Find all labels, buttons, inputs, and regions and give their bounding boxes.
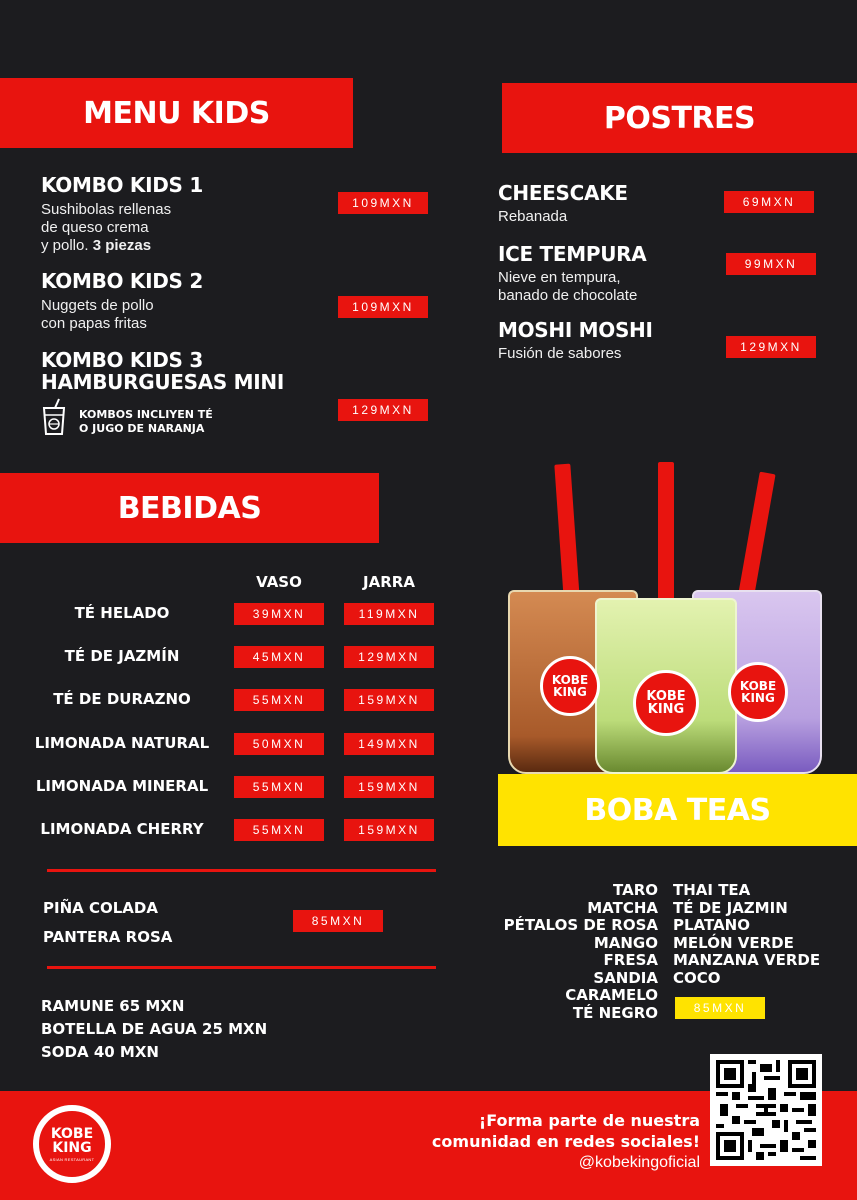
qr-code-graphic (716, 1060, 816, 1160)
desc-bold: 3 piezas (92, 237, 152, 254)
logo-subtext: ASIAN RESTAURANT (49, 1156, 95, 1162)
logo-text: KOBE (646, 689, 686, 704)
price-tag: 69MXN (724, 191, 814, 213)
flavor: MELÓN VERDE (673, 933, 794, 952)
item-title: MOSHI MOSHI (498, 318, 653, 342)
drink-name: TÉ DE DURAZNO (53, 690, 191, 708)
kombo-kids-1 (41, 174, 331, 255)
boba-cups-photo (500, 458, 830, 774)
item-desc-line: con papas fritas (41, 315, 147, 332)
col-jarra: JARRA (363, 573, 415, 591)
flavor: PLATANO (673, 916, 750, 934)
drink-name: LIMONADA MINERAL (35, 777, 209, 795)
price-jarra: 159MXN (344, 689, 434, 711)
item-desc-line: de queso crema (41, 219, 149, 236)
price-jarra: 149MXN (344, 733, 434, 755)
logo-text: KING (741, 691, 775, 705)
straw (554, 464, 579, 600)
cup-logo (540, 656, 600, 716)
cocktail-name: PIÑA COLADA (43, 899, 158, 917)
logo-text: KOBE (551, 673, 589, 687)
brand-logo (33, 1105, 111, 1183)
drink-name: LIMONADA NATURAL (34, 734, 210, 752)
boba-flavors-right (673, 882, 853, 987)
price-tag: 109MXN (338, 192, 428, 214)
item-title: KOMBO KIDS 2 (41, 269, 203, 293)
logo-text: KOBE (739, 679, 777, 693)
price-tag: 129MXN (726, 336, 816, 358)
note-line: O JUGO DE NARANJA (79, 422, 205, 435)
boba-flavors-left (470, 882, 658, 1022)
cta-line: comunidad en redes sociales! (431, 1132, 700, 1151)
drink-name: TÉ HELADO (74, 604, 170, 622)
divider (47, 966, 436, 969)
item-desc-line: Rebanada (498, 208, 568, 225)
price-vaso: 50MXN (234, 733, 324, 755)
extra-item: SODA 40 MXN (41, 1043, 159, 1061)
cta-line: ¡Forma parte de nuestra (478, 1111, 700, 1130)
item-title: KOMBO KIDS 1 (41, 173, 203, 197)
flavor: COCO (673, 968, 721, 987)
logo-text: KOBE (50, 1125, 94, 1142)
extra-item: RAMUNE 65 MXN (41, 997, 185, 1015)
item-title: HAMBURGUESAS MINI (41, 370, 284, 394)
logo-text: KING (647, 702, 685, 717)
col-vaso: VASO (256, 573, 302, 591)
price-jarra: 129MXN (344, 646, 434, 668)
flavor: MANGO (593, 933, 658, 952)
desc-plain: y pollo. (41, 237, 89, 254)
price-vaso: 45MXN (234, 646, 324, 668)
postre-ice-tempura (498, 243, 718, 305)
footer-cta (380, 1110, 700, 1174)
price-tag: 99MXN (726, 253, 816, 275)
straw (658, 462, 674, 612)
flavor: TÉ DE JAZMIN (673, 898, 788, 917)
flavor: CARAMELO (565, 986, 658, 1004)
item-desc-line: Fusión de sabores (498, 345, 622, 362)
postres-header: POSTRES (502, 83, 857, 153)
item-desc-line: banado de chocolate (498, 287, 638, 304)
bebidas-header: BEBIDAS (0, 473, 379, 543)
juice-glass-icon (41, 398, 67, 436)
social-handle[interactable]: @kobekingoficial (578, 1154, 700, 1171)
bebidas-table (22, 600, 442, 860)
cocktail-name: PANTERA ROSA (43, 928, 173, 946)
cup-logo (633, 670, 699, 736)
item-desc-line (41, 237, 331, 255)
price-vaso: 55MXN (234, 776, 324, 798)
item-title: CHEESCAKE (498, 181, 628, 205)
flavor: TARO (613, 881, 658, 899)
item-title: ICE TEMPURA (498, 242, 647, 266)
price-jarra: 119MXN (344, 603, 434, 625)
boba-header: BOBA TEAS (498, 774, 857, 846)
flavor: MANZANA VERDE (673, 951, 821, 969)
flavor: TÉ NEGRO (572, 1003, 658, 1022)
price-vaso: 55MXN (234, 819, 324, 841)
price-jarra: 159MXN (344, 819, 434, 841)
divider (47, 869, 436, 872)
price-jarra: 159MXN (344, 776, 434, 798)
flavor: SANDIA (593, 968, 658, 987)
price-tag: 109MXN (338, 296, 428, 318)
cocktail-price: 85MXN (293, 910, 383, 932)
boba-price: 85MXN (675, 997, 765, 1019)
flavor: PÉTALOS DE ROSA (503, 916, 658, 934)
straw (736, 472, 775, 608)
kombo-note (41, 398, 301, 438)
logo-text: KING (553, 685, 587, 699)
kombo-kids-3 (41, 349, 341, 393)
flavor: THAI TEA (673, 881, 751, 899)
flavor: MATCHA (587, 898, 658, 917)
extra-item: BOTELLA DE AGUA 25 MXN (41, 1020, 268, 1038)
flavor: FRESA (603, 951, 658, 969)
logo-text: KING (52, 1139, 92, 1156)
drink-name: LIMONADA CHERRY (40, 820, 204, 838)
kombo-kids-2 (41, 270, 331, 333)
postre-cheescake (498, 182, 718, 226)
price-tag: 129MXN (338, 399, 428, 421)
price-vaso: 39MXN (234, 603, 324, 625)
note-line: KOMBOS INCLIYEN TÉ (79, 408, 213, 421)
postre-moshi-moshi (498, 319, 718, 363)
menu-kids-header: MENU KIDS (0, 78, 353, 148)
qr-code-icon[interactable] (710, 1054, 822, 1166)
item-desc-line: Nuggets de pollo (41, 297, 154, 314)
cup-logo (728, 662, 788, 722)
item-desc-line: Nieve en tempura, (498, 269, 621, 286)
price-vaso: 55MXN (234, 689, 324, 711)
drink-name: TÉ DE JAZMÍN (64, 647, 180, 665)
item-desc-line: Sushibolas rellenas (41, 201, 172, 218)
item-title: KOMBO KIDS 3 (41, 348, 203, 372)
